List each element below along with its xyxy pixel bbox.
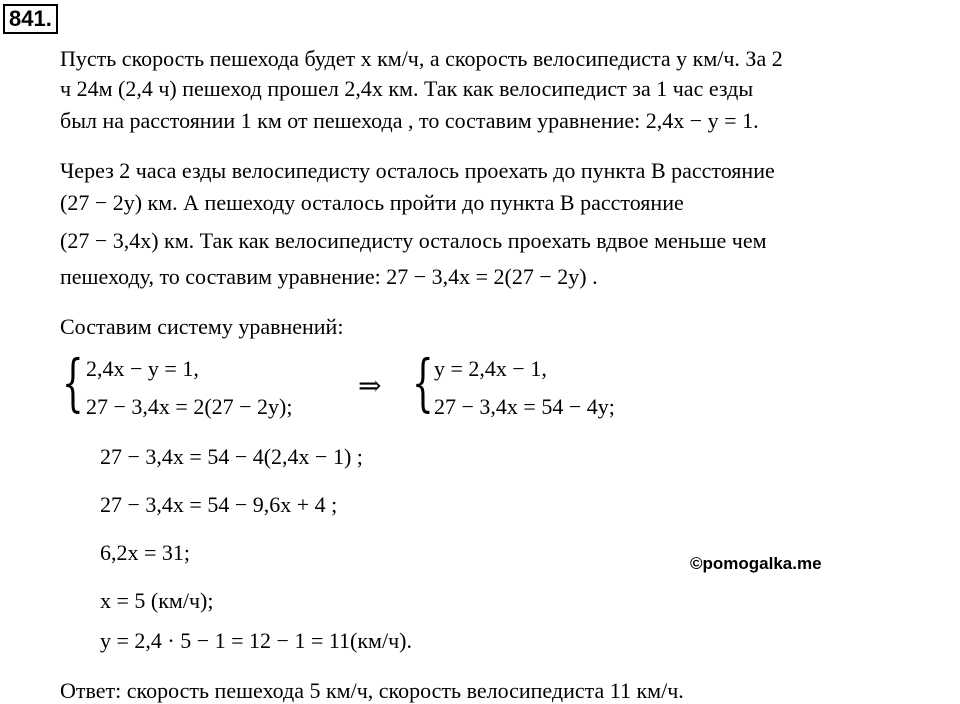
problem-number: 841. [3,4,58,34]
paragraph1-line3: был на расстоянии 1 км от пешехода , то составим уравнение: 2,4x − y = 1. [60,108,759,133]
paragraph2-line4: пешеходу, то составим уравнение: 27 − 3,4x = 2(27 − 2y) . [60,264,598,289]
paragraph1-line2: ч 24м (2,4 ч) пешеход прошел 2,4x км. Так как велосипедист за 1 час езды [60,76,754,101]
paragraph1-line1: Пусть скорость пешехода будет x км/ч, а скорость велосипедиста y км/ч. За 2 [60,46,783,71]
watermark: ©pomogalka.me [690,554,822,573]
step-1: 27 − 3,4x = 54 − 4(2,4x − 1) ; [100,444,363,469]
paragraph2-line3: (27 − 3,4x) км. Так как велосипедисту осталось проехать вдвое меньше чем [60,228,767,253]
left-brace: { [62,346,84,419]
system-right-eq1: y = 2,4x − 1, [434,356,547,381]
implies-arrow: ⇒ [358,371,382,402]
system-intro: Составим систему уравнений: [60,314,344,339]
system-right-eq2: 27 − 3,4x = 54 − 4y; [434,394,615,419]
step-4: x = 5 (км/ч); [100,588,214,613]
paragraph2-line1: Через 2 часа езды велосипедисту осталось проехать до пункта B расстояние [60,158,775,183]
right-brace: { [412,346,434,419]
answer: Ответ: скорость пешехода 5 км/ч, скорость велосипедиста 11 км/ч. [60,678,684,703]
step-2: 27 − 3,4x = 54 − 9,6x + 4 ; [100,492,338,517]
system-left-eq1: 2,4x − y = 1, [86,356,199,381]
system-left-eq2: 27 − 3,4x = 2(27 − 2y); [86,394,293,419]
paragraph2-line2: (27 − 2y) км. А пешеходу осталось пройти до пункта B расстояние [60,190,684,215]
step-3: 6,2x = 31; [100,540,191,565]
step-5: y = 2,4 · 5 − 1 = 12 − 1 = 11(км/ч). [100,628,412,653]
